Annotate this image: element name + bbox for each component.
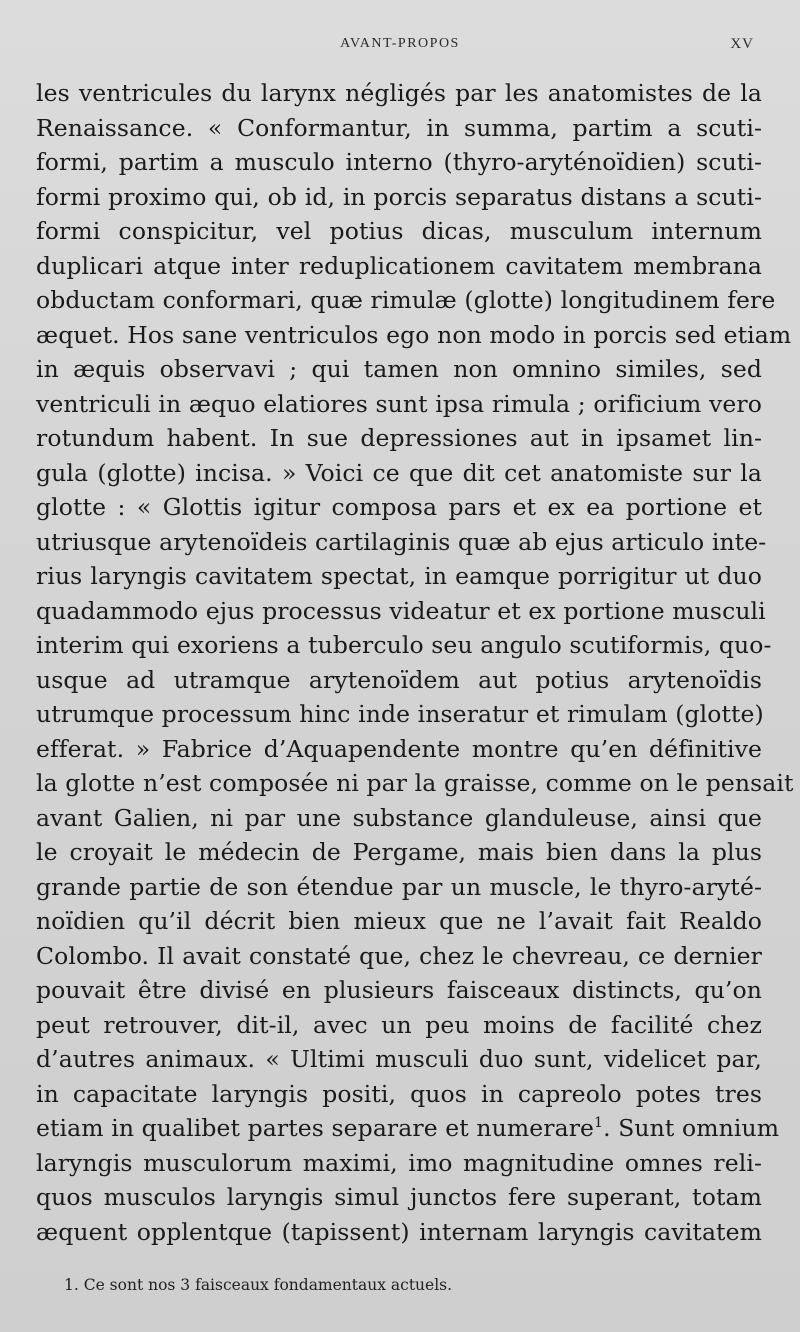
text-line-with-footnote-ref	[36, 1111, 780, 1146]
text-line: d’autres animaux. « Ultimi musculi duo sunt, videlicet par,	[36, 1045, 762, 1073]
running-title: AVANT-PROPOS	[340, 36, 460, 51]
text-line: Colombo. Il avait constaté que, chez le chevreau, ce dernier	[36, 941, 762, 970]
text-line: noïdien qu’il décrit bien mieux que ne l’avait fait Realdo	[36, 907, 762, 935]
text-line: avant Galien, ni par une substance glanduleuse, ainsi que	[36, 803, 762, 832]
text-line-head: etiam in qualibet partes separare et numerare	[36, 1114, 595, 1142]
text-line: usque ad utramque arytenoïdem aut potius arytenoïdis	[36, 665, 762, 694]
text-line: æquent opplentque (tapissent) internam laryngis cavitatem	[36, 1217, 762, 1246]
body-text	[36, 76, 794, 1249]
text-line: quos musculos laryngis simul junctos fere superant, totam	[36, 1183, 762, 1211]
page-header	[0, 36, 800, 56]
text-line: formi proximo qui, ob id, in porcis separatus distans a scuti-	[36, 182, 762, 211]
text-line: Renaissance. « Conformantur, in summa, partim a scuti-	[36, 113, 762, 142]
footnote-reference[interactable]: 1	[594, 1115, 604, 1132]
text-line: rius laryngis cavitatem spectat, in eamque porrigitur ut duo	[36, 562, 762, 590]
text-line: la glotte n’est composée ni par la graisse, comme on le pensait	[36, 769, 794, 797]
text-line: efferat. » Fabrice d’Aquapendente montre qu’en définitive	[36, 734, 762, 763]
text-line: rotundum habent. In sue depressiones aut in ipsamet lin-	[36, 424, 762, 452]
text-line: pouvait être divisé en plusieurs faisceaux distincts, qu’on	[36, 976, 762, 1004]
text-line: quadammodo ejus processus videatur et ex portione musculi	[36, 596, 766, 625]
text-line: interim qui exoriens a tuberculo seu angulo scutiformis, quo-	[36, 631, 772, 659]
text-line: peut retrouver, dit-il, avec un peu moins de facilité chez	[36, 1010, 762, 1039]
text-line: glotte : « Glottis igitur composa pars et ex ea portione et	[36, 493, 762, 521]
text-line: obductam conformari, quæ rimulæ (glotte) longitudinem fere	[36, 286, 776, 314]
text-line: duplicari atque inter reduplicationem cavitatem membrana	[36, 251, 762, 280]
text-line: in æquis observavi ; qui tamen non omnino similes, sed	[36, 355, 762, 383]
text-line: les ventricules du larynx négligés par les anatomistes de la	[36, 79, 762, 107]
text-line: formi, partim a musculo interno (thyro-aryténoïdien) scuti-	[36, 148, 762, 176]
text-line: utriusque arytenoïdeis cartilaginis quæ ab ejus articulo inte-	[36, 527, 767, 556]
page-number: XV	[730, 36, 754, 52]
text-line-tail: . Sunt omnium	[603, 1114, 780, 1142]
text-line: æquet. Hos sane ventriculos ego non modo in porcis sed etiam	[36, 320, 792, 349]
text-line: in capacitate laryngis positi, quos in capreolo potes tres	[36, 1079, 762, 1108]
text-line: le croyait le médecin de Pergame, mais bien dans la plus	[36, 838, 762, 866]
text-line: formi conspicitur, vel potius dicas, musculum internum	[36, 217, 762, 245]
text-line: grande partie de son étendue par un muscle, le thyro-aryté-	[36, 872, 762, 901]
text-line: ventriculi in æquo elatiores sunt ipsa rimula ; orificium vero	[36, 389, 762, 418]
text-line: laryngis musculorum maximi, imo magnitudine omnes reli-	[36, 1148, 762, 1177]
footnote: 1. Ce sont nos 3 faisceaux fondamentaux actuels.	[64, 1276, 453, 1294]
text-line: utrumque processum hinc inde inseratur et rimulam (glotte)	[36, 700, 764, 728]
text-line: gula (glotte) incisa. » Voici ce que dit cet anatomiste sur la	[36, 458, 762, 487]
